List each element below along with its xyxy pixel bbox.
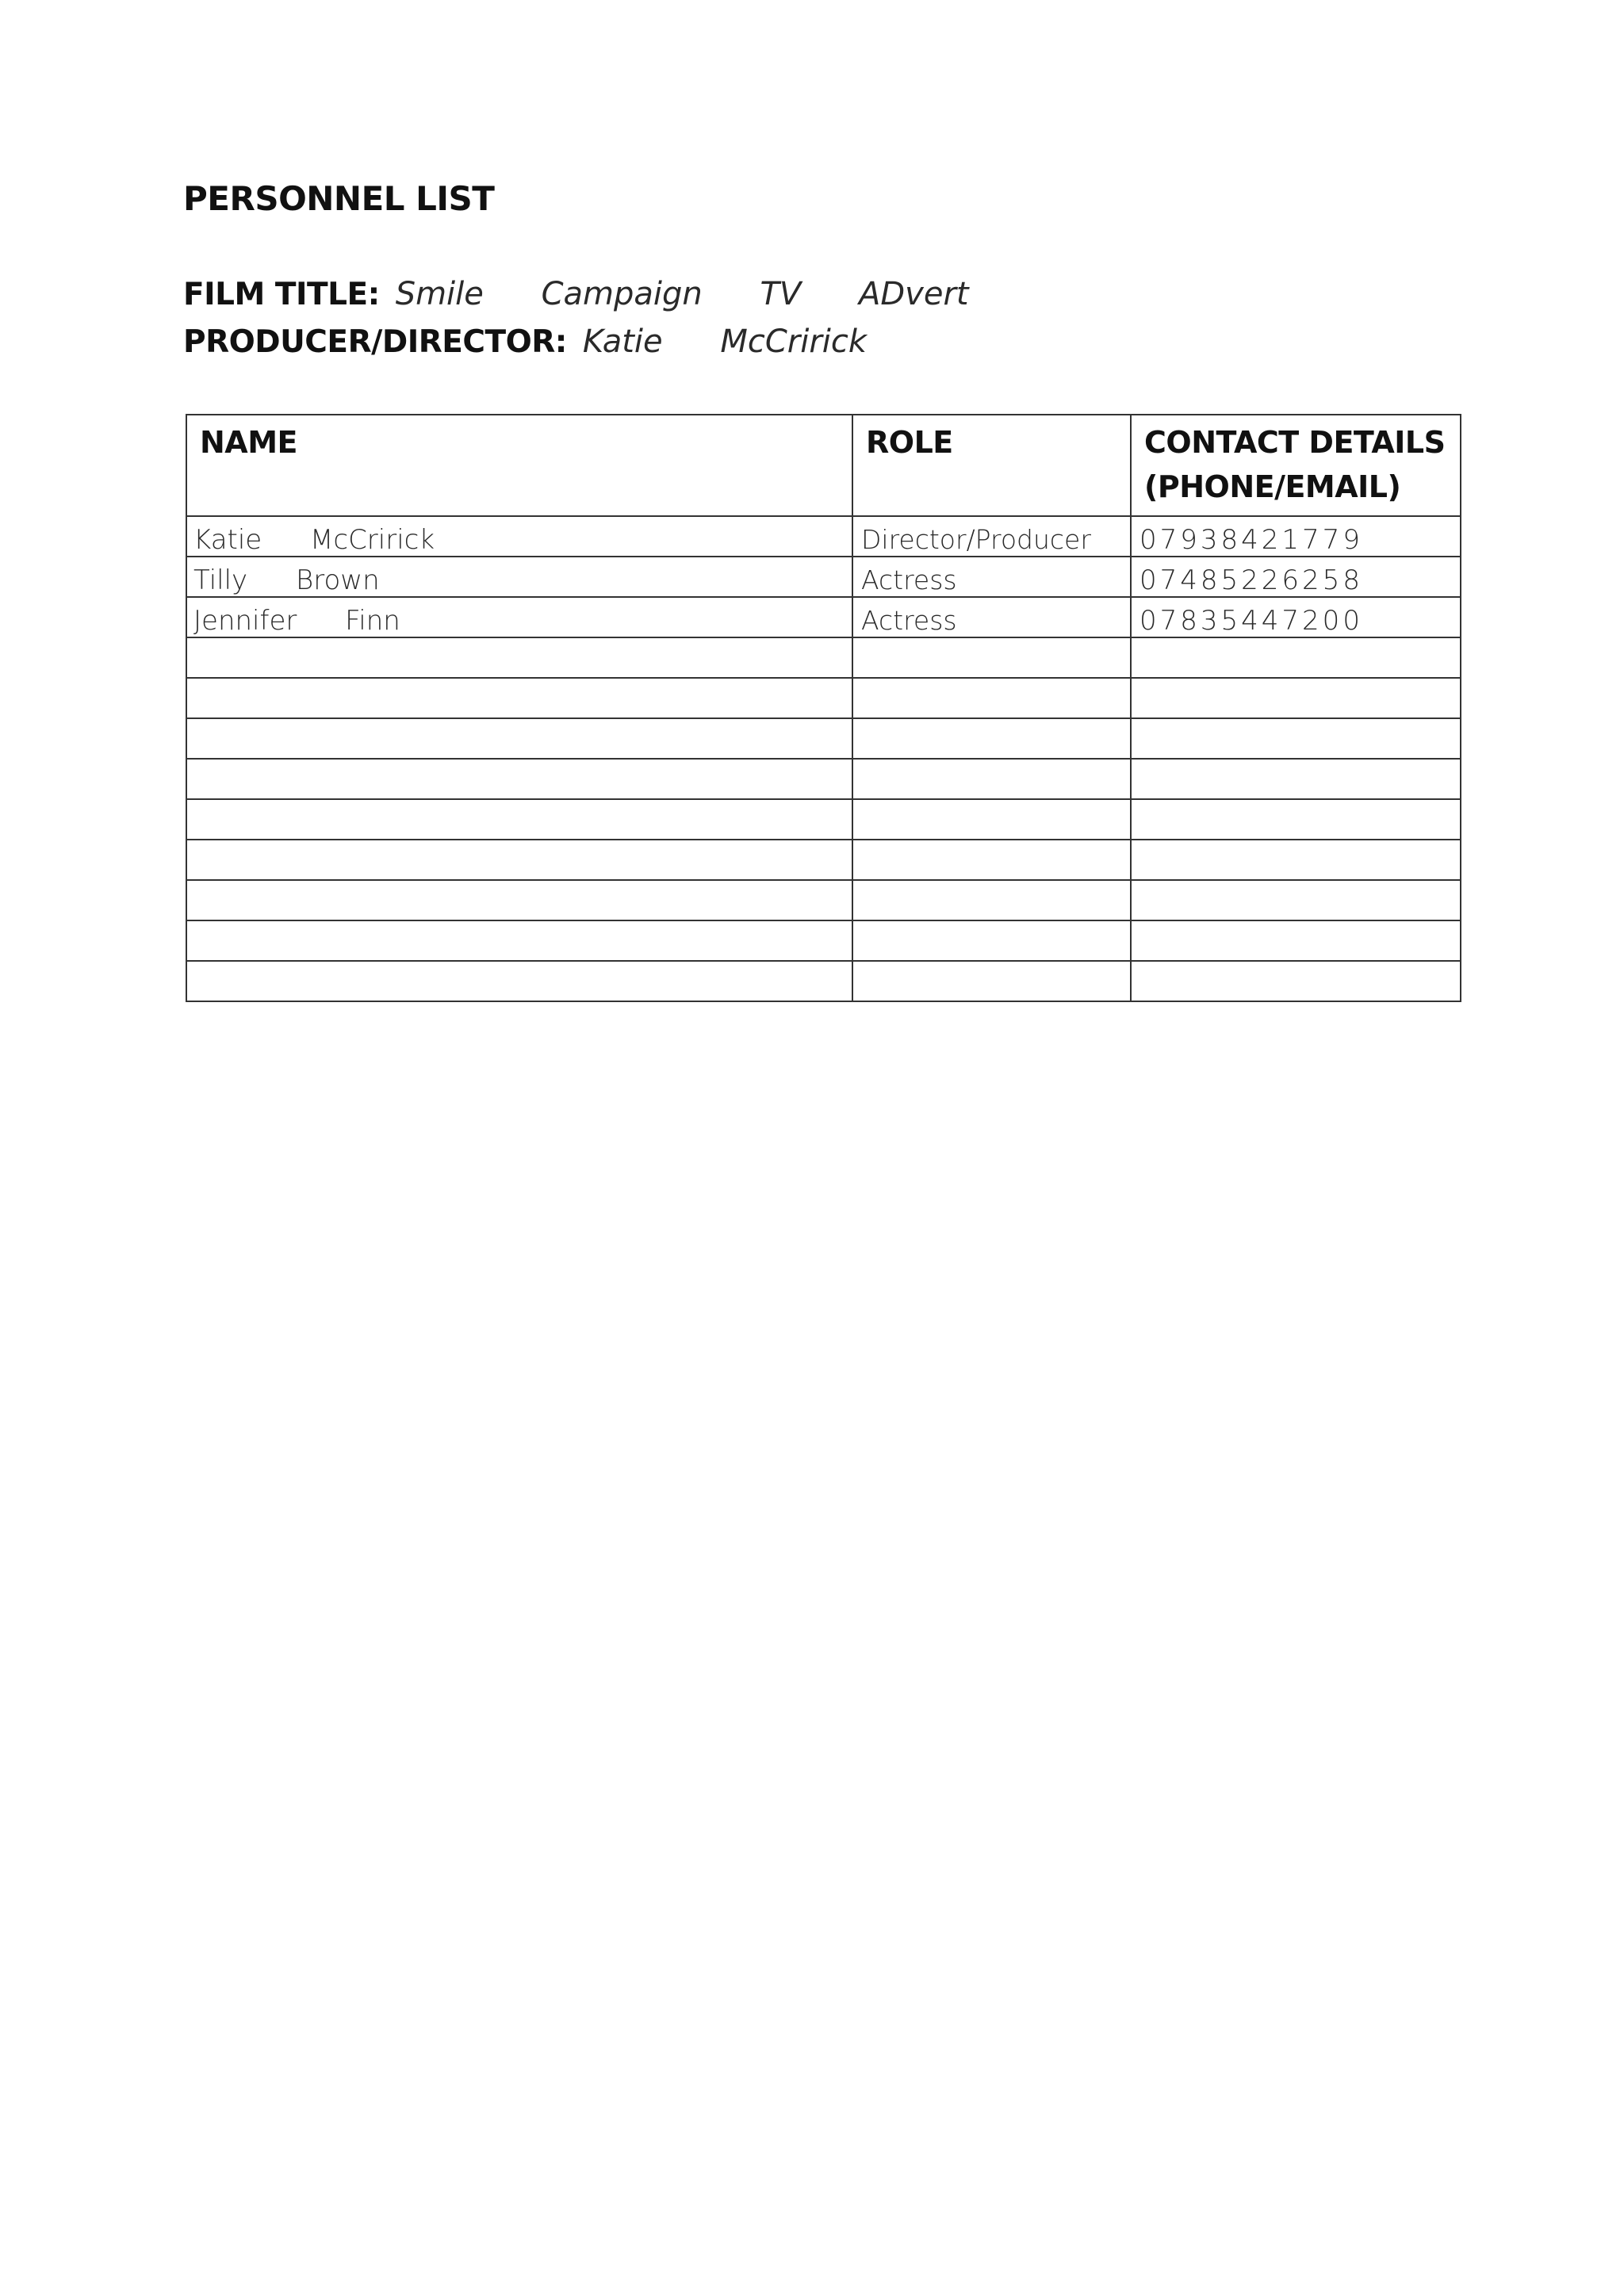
contact-header-line1: CONTACT DETAILS	[1144, 425, 1446, 460]
table-row	[186, 920, 1461, 961]
table-row	[186, 759, 1461, 799]
table-row	[186, 718, 1461, 759]
contact-cell	[1131, 759, 1461, 799]
contact-column-header	[1131, 415, 1461, 516]
role-cell: Actress	[852, 597, 1131, 637]
contact-cell	[1131, 961, 1461, 1001]
name-cell	[186, 920, 852, 961]
film-title-field	[183, 276, 969, 312]
producer-director-field	[183, 323, 867, 360]
table-header-row	[186, 415, 1461, 516]
contact-cell	[1131, 920, 1461, 961]
role-cell	[852, 759, 1131, 799]
name-cell: Tilly Brown	[186, 557, 852, 597]
table-row	[186, 637, 1461, 678]
contact-cell: 07938421779	[1131, 516, 1461, 557]
contact-cell	[1131, 880, 1461, 920]
name-cell	[186, 637, 852, 678]
producer-director-value: Katie McCririck	[582, 323, 868, 360]
name-cell	[186, 961, 852, 1001]
role-column-header: ROLE	[852, 415, 1131, 516]
role-cell	[852, 637, 1131, 678]
film-title-value: Smile Campaign TV ADvert	[395, 276, 969, 312]
name-cell: Jennifer Finn	[186, 597, 852, 637]
contact-cell	[1131, 799, 1461, 840]
table-row	[186, 961, 1461, 1001]
name-cell	[186, 759, 852, 799]
name-cell	[186, 678, 852, 718]
contact-header-line2: (PHONE/EMAIL)	[1144, 469, 1401, 504]
table-row	[186, 799, 1461, 840]
role-cell	[852, 718, 1131, 759]
name-cell	[186, 799, 852, 840]
contact-cell	[1131, 840, 1461, 880]
table-row	[186, 880, 1461, 920]
role-cell	[852, 961, 1131, 1001]
producer-director-label: PRODUCER/DIRECTOR:	[183, 324, 567, 360]
table-row	[186, 557, 1461, 597]
role-cell	[852, 799, 1131, 840]
table-row	[186, 678, 1461, 718]
role-cell	[852, 840, 1131, 880]
personnel-table	[186, 414, 1461, 1002]
name-cell	[186, 840, 852, 880]
name-column-header: NAME	[186, 415, 852, 516]
table-row	[186, 597, 1461, 637]
contact-cell	[1131, 678, 1461, 718]
name-cell	[186, 880, 852, 920]
role-cell	[852, 920, 1131, 961]
role-cell: Director/Producer	[852, 516, 1131, 557]
page-title: PERSONNEL LIST	[183, 179, 495, 218]
role-cell	[852, 678, 1131, 718]
contact-cell: 07835447200	[1131, 597, 1461, 637]
name-cell	[186, 718, 852, 759]
contact-cell: 07485226258	[1131, 557, 1461, 597]
role-cell	[852, 880, 1131, 920]
film-title-label: FILM TITLE:	[183, 277, 380, 312]
contact-cell	[1131, 718, 1461, 759]
table-row	[186, 840, 1461, 880]
table-row	[186, 516, 1461, 557]
name-cell: Katie McCririck	[186, 516, 852, 557]
contact-cell	[1131, 637, 1461, 678]
role-cell: Actress	[852, 557, 1131, 597]
